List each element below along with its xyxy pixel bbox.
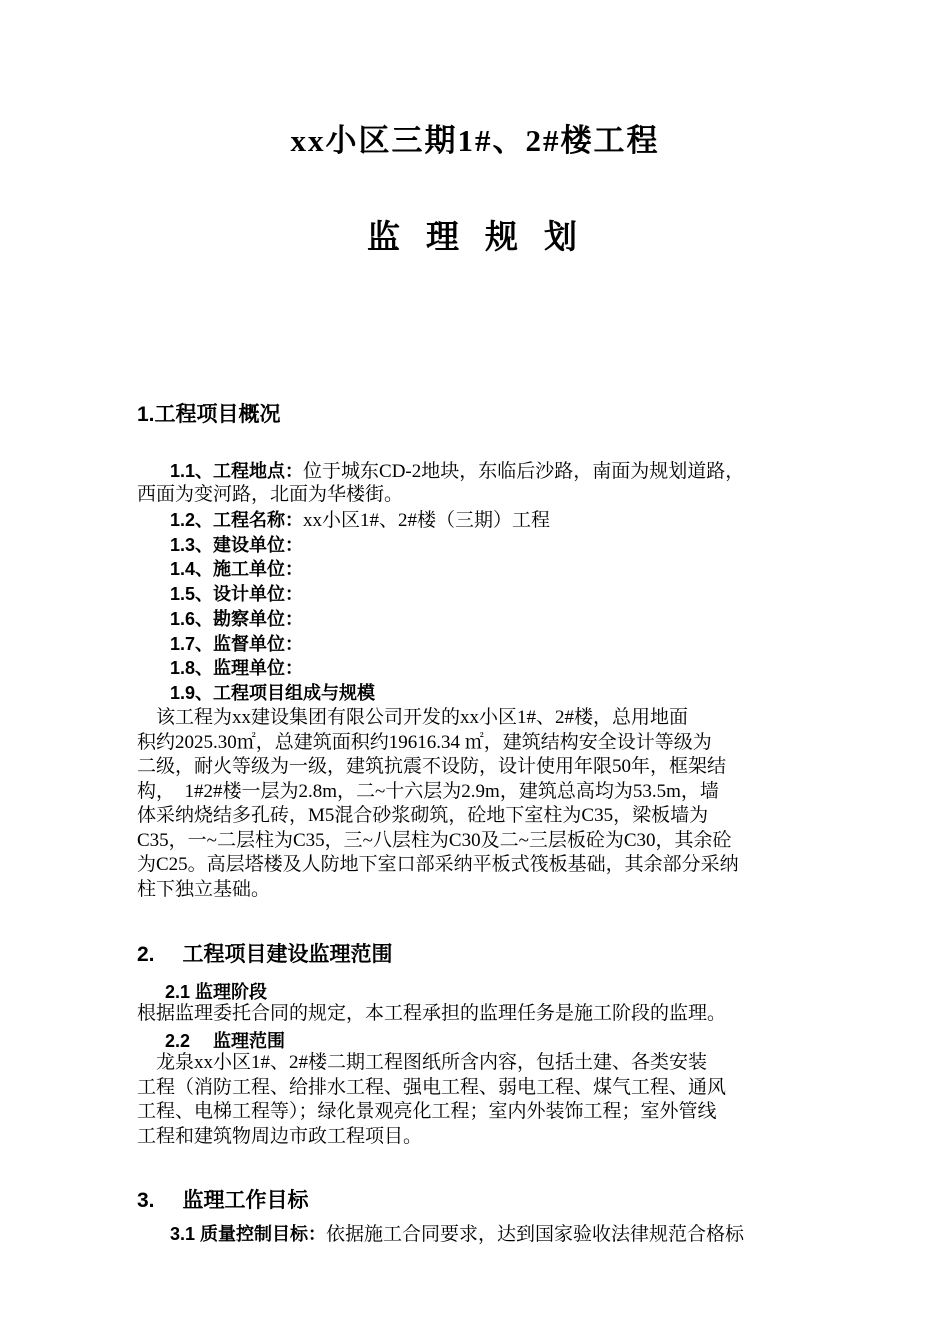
subsection-3-1-text: 依据施工合同要求，达到国家验收法律规范合格标 [326,1224,745,1245]
item-1-9 [170,681,375,706]
item-1-4-label: 1.4、施工单位： [170,559,304,579]
item-1-3 [170,533,303,558]
item-1-6-label: 1.6、勘察单位： [170,609,304,629]
item-1-7-label: 1.7、监督单位： [170,634,304,654]
scale-line: 为C25。高层塔楼及人防地下室口部采纳平板式筏板基础，其余部分采纳 [137,854,739,875]
item-1-5-label: 1.5、设计单位： [170,584,304,604]
subsection-2-2-heading: 2.2 监理范围 [165,1031,286,1051]
item-1-2-text: xx小区1#、2#楼（三期）工程 [303,510,551,531]
scale-line: 二级，耐火等级为一级，建筑抗震不设防，设计使用年限50年，框架结 [137,756,727,777]
item-1-1-label: 1.1、工程地点： [170,461,304,481]
item-1-5 [170,582,303,607]
document-title: xx小区三期1#、2#楼工程 [290,123,660,158]
section-3-title: 监理工作目标 [182,1189,309,1212]
scope-paragraph [137,1051,851,1149]
item-1-3-label: 1.3、建设单位： [170,535,304,555]
subsection-2-1-text: 根据监理委托合同的规定，本工程承担的监理任务是施工阶段的监理。 [137,1003,727,1024]
item-1-8 [170,656,303,681]
subsection-3-1 [170,1222,744,1247]
scope-line: 工程、电梯工程等）；绿化景观亮化工程；室内外装饰工程；室外管线 [137,1101,717,1122]
item-1-7 [170,632,303,657]
scope-line: 工程（消防工程、给排水工程、强电工程、弱电工程、煤气工程、通风 [137,1076,727,1098]
scope-line: 工程和建筑物周边市政工程项目。 [137,1125,423,1147]
item-1-1 [170,459,744,484]
scale-line: 体采纳烧结多孔砖，M5混合砂浆砌筑，砼地下室柱为C35，梁板墙为 [137,805,709,826]
item-1-8-label: 1.8、监理单位： [170,658,304,678]
item-1-1-text: 位于城东CD-2地块，东临后沙路，南面为规划道路， [303,461,745,482]
section-1-heading: 1.工程项目概况 [137,403,281,426]
section-2-heading [137,938,393,968]
scale-line: C35，一~二层柱为C35，三~八层柱为C30及二~三层板砼为C30，其余砼 [137,829,732,851]
item-1-2-label: 1.2、工程名称： [170,510,304,530]
item-1-1-cont: 西面为变河路，北面为华楼街。 [137,484,404,505]
item-1-2 [170,508,550,533]
document-subtitle: 监理规划 [367,220,603,256]
section-3-number: 3. [137,1189,155,1212]
item-1-6 [170,607,303,632]
scale-line: 柱下独立基础。 [137,878,271,900]
subsection-3-1-label: 3.1 质量控制目标： [170,1224,327,1244]
subsection-2-1-heading: 2.1 监理阶段 [165,982,268,1002]
scale-paragraph [137,706,851,902]
section-3-heading [137,1184,309,1214]
section-2-number: 2. [137,943,155,966]
item-1-4 [170,557,303,582]
scale-line: 该工程为xx建设集团有限公司开发的xx小区1#、2#楼，总用地面 [137,707,689,728]
section-2-title: 工程项目建设监理范围 [182,943,393,966]
scope-line: 龙泉xx小区1#、2#楼二期工程图纸所含内容，包括土建、各类安装 [137,1052,708,1073]
scale-line: 构， 1#2#楼一层为2.8m，二~十六层为2.9m，建筑总高均为53.5m，墙 [137,780,719,802]
scale-line: 积约2025.30㎡，总建筑面积约19616.34 ㎡，建筑结构安全设计等级为 [137,731,712,753]
item-1-9-label: 1.9、工程项目组成与规模 [170,683,376,703]
